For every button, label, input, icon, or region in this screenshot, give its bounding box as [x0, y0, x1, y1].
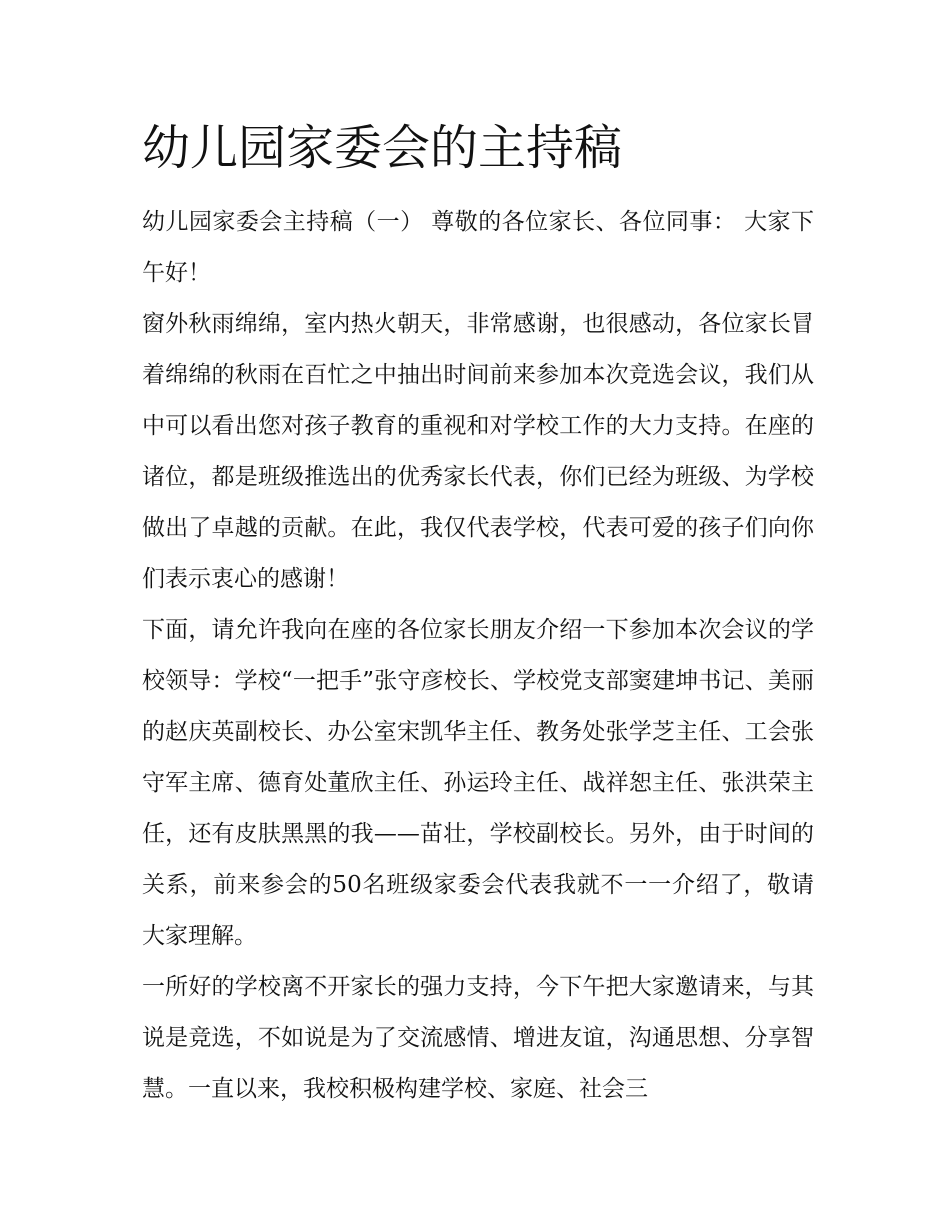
paragraph-introductions: 下面，请允许我向在座的各位家长朋友介绍一下参加本次会议的学校领导：学校“一把手”张守彦校长、学校党支部窦建坤书记、美丽的赵庆英副校长、办公室宋凯华主任、教务处张学芝主任、工会张守军主席、德育处董欣主任、孙运玲主任、战祥恕主任、张洪荣主任，还有皮肤黑黑的我——苗壮，学校副校长。另外，由于时间的关系，前来参会的50名班级家委会代表我就不一一介绍了，敬请大家理解。: [142, 617, 814, 949]
paragraph-thanks: 窗外秋雨绵绵，室内热火朝天，非常感谢，也很感动，各位家长冒着绵绵的秋雨在百忙之中抽出时间前来参加本次竞选会议，我们从中可以看出您对孩子教育的重视和对学校工作的大力支持。在座的诸位，都是班级推选出的优秀家长代表，你们已经为班级、为学校做出了卓越的贡献。在此，我仅代表学校，代表可爱的孩子们向你们表示衷心的感谢！: [142, 311, 814, 592]
document-body: [142, 197, 814, 1115]
document-title: 幼儿园家委会的主持稿: [142, 120, 623, 176]
paragraph-school-support: 一所好的学校离不开家长的强力支持，今下午把大家邀请来，与其说是竞选，不如说是为了交流感情、增进友谊，沟通思想、分享智慧。一直以来，我校积极构建学校、家庭、社会三: [142, 974, 814, 1102]
paragraph-greeting: 幼儿园家委会主持稿（一） 尊敬的各位家长、各位同事： 大家下午好！: [142, 209, 814, 286]
